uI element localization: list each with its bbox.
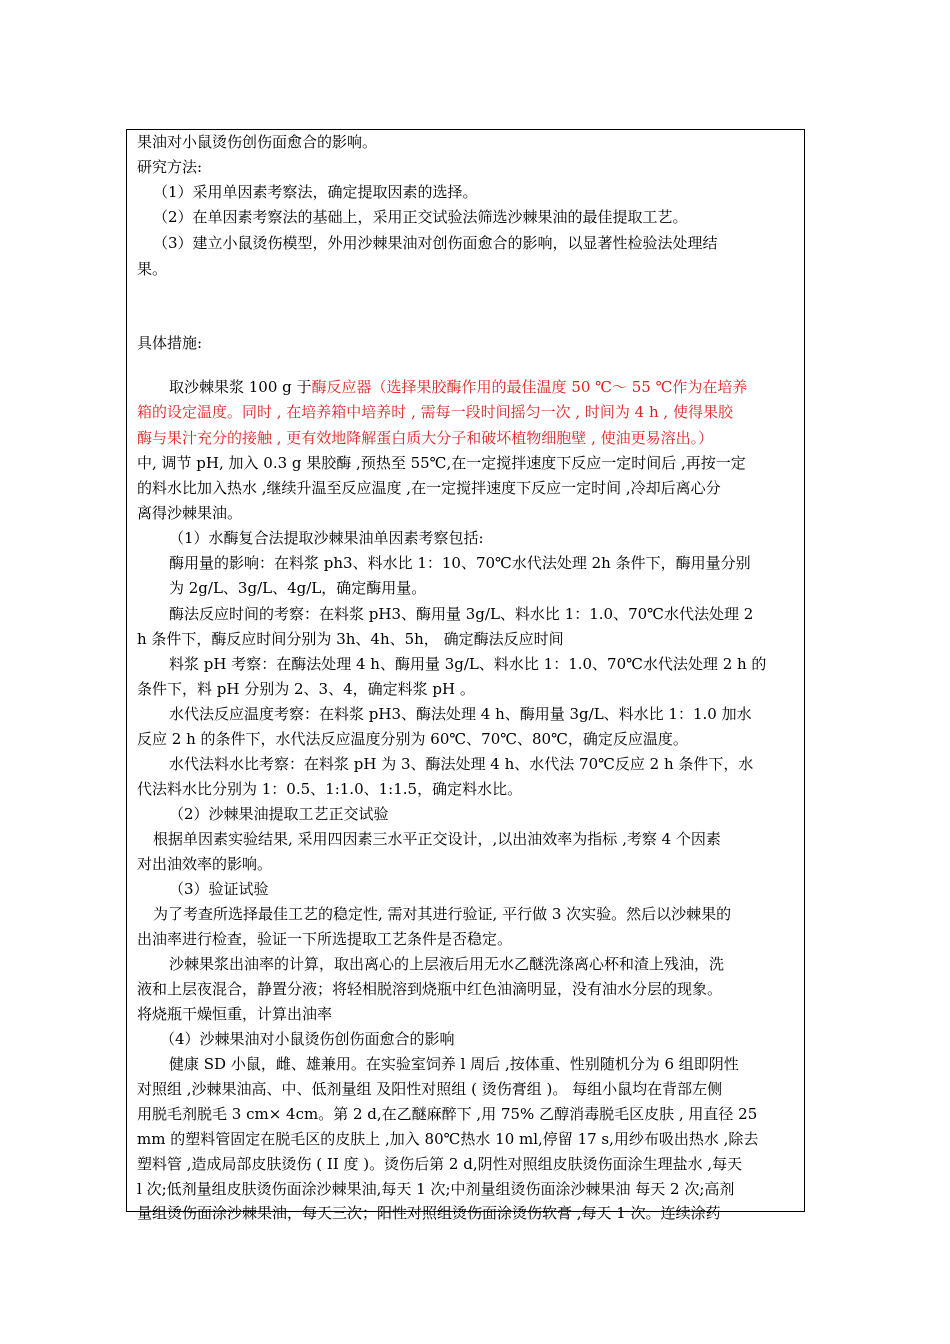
text-line: 为了考查所选择最佳工艺的稳定性, 需对其进行验证, 平行做 3 次实验。然后以沙棘果的 xyxy=(153,905,732,923)
text-line: 代法料水比分别为 1：0.5、1:1.0、1:1.5，确定料水比。 xyxy=(137,780,523,798)
highlighted-text-line: 箱的设定温度。同时 , 在培养箱中培养时 , 需每一段时间摇匀一次 , 时间为 4 h , 使得果胶 xyxy=(137,403,733,421)
text-line: 出油率进行检查，验证一下所选提取工艺条件是否稳定。 xyxy=(137,930,513,948)
section-heading-methods: 研究方法: xyxy=(137,158,203,176)
subsection-heading: （3）验证试验 xyxy=(169,880,269,898)
text-line: 条件下，料 pH 分别为 2、3、4，确定料浆 pH 。 xyxy=(137,680,475,698)
text-line: mm 的塑料管固定在脱毛区的皮肤上 ,加入 80℃热水 10 ml,停留 17 s,用纱布吸出热水 ,除去 xyxy=(137,1130,759,1148)
text-line: 水代法料水比考察：在料浆 pH 为 3、酶法处理 4 h、水代法 70℃反应 2 h 条件下，水 xyxy=(169,755,754,773)
text-line: l 次;低剂量组皮肤烫伤面涂沙棘果油,每天 1 次;中剂量组烫伤面涂沙棘果油 每天 2 次;高剂 xyxy=(137,1180,735,1198)
highlighted-text: 酶反应器（选择果胶酶作用的最佳温度 50 ℃～ 55 ℃作为在培养 xyxy=(311,378,748,396)
text-line: 为 2g/L、3g/L、4g/L，确定酶用量。 xyxy=(169,579,427,597)
text-line: 中, 调节 pH, 加入 0.3 g 果胶酶 ,预热至 55℃,在一定搅拌速度下反应一定时间后 ,再按一定 xyxy=(137,454,746,472)
text-line: 酶法反应时间的考察：在料浆 pH3、酶用量 3g/L、料水比 1：1.0、70℃水代法处理 2 xyxy=(169,605,754,623)
section-heading-measures: 具体措施: xyxy=(137,334,203,352)
text-line: 对照组 ,沙棘果油高、中、低剂量组 及阳性对照组 ( 烫伤膏组 )。 每组小鼠均在背部左侧 xyxy=(137,1080,723,1098)
text-line xyxy=(169,377,747,397)
text-line: 离得沙棘果油。 xyxy=(137,504,243,522)
text-segment: 取沙棘果浆 100 g 于 xyxy=(169,378,312,396)
text-line: 量组烫伤面涂沙棘果油，每天三次；阳性对照组烫伤面涂烫伤软膏 ,每天 1 次。连续涂药 xyxy=(137,1204,721,1222)
subsection-heading: （2）沙棘果油提取工艺正交试验 xyxy=(169,805,389,823)
text-line: 酶用量的影响：在料浆 ph3、料水比 1：10、70℃水代法处理 2h 条件下，酶用量分别 xyxy=(169,554,751,572)
subsection-heading: （1）水酶复合法提取沙棘果油单因素考察包括: xyxy=(169,529,484,547)
text-line: （3）建立小鼠烫伤模型，外用沙棘果油对创伤面愈合的影响，以显著性检验法处理结 xyxy=(153,234,718,252)
text-line: 料浆 pH 考察：在酶法处理 4 h、酶用量 3g/L、料水比 1：1.0、70℃水代法处理 2 h 的 xyxy=(169,655,767,673)
text-line: 液和上层夜混合，静置分液；将轻相脱溶到烧瓶中红色油滴明显，没有油水分层的现象。 xyxy=(137,980,723,998)
text-line: h 条件下，酶反应时间分别为 3h、4h、5h， 确定酶法反应时间 xyxy=(137,630,564,648)
text-line: 塑料管 ,造成局部皮肤烫伤 ( II 度 )。烫伤后第 2 d,阴性对照组皮肤烫伤面涂生理盐水 ,每天 xyxy=(137,1155,743,1173)
text-line: 果。 xyxy=(137,260,168,278)
text-line: 反应 2 h 的条件下，水代法反应温度分别为 60℃、70℃、80℃，确定反应温度。 xyxy=(137,730,688,748)
text-line: 沙棘果浆出油率的计算，取出离心的上层液后用无水乙醚洗涤离心杯和渣上残油，洗 xyxy=(169,955,725,973)
text-line: 对出油效率的影响。 xyxy=(137,855,273,873)
text-line: 根据单因素实验结果, 采用四因素三水平正交设计，,以出油效率为指标 ,考察 4 个因素 xyxy=(153,830,721,848)
text-line: 健康 SD 小鼠，雌、雄兼用。在实验室饲养 l 周后 ,按体重、性别随机分为 6 组即阴性 xyxy=(169,1055,739,1073)
subsection-heading: （4）沙棘果油对小鼠烫伤创伤面愈合的影响 xyxy=(160,1030,455,1048)
text-line: 水代法反应温度考察：在料浆 pH3、酶法处理 4 h、酶用量 3g/L、料水比 1：1.0 加水 xyxy=(169,705,752,723)
text-line: （2）在单因素考察法的基础上，采用正交试验法筛选沙棘果油的最佳提取工艺。 xyxy=(153,208,688,226)
text-line: 果油对小鼠烫伤创伤面愈合的影响。 xyxy=(137,133,378,151)
text-line: 用脱毛剂脱毛 3 cm× 4cm。第 2 d,在乙醚麻醉下 ,用 75% 乙醇消毒脱毛区皮肤 , 用直径 25 xyxy=(137,1105,758,1123)
text-line: 的料水比加入热水 ,继续升温至反应温度 ,在一定搅拌速度下反应一定时间 ,冷却后离心分 xyxy=(137,479,721,497)
text-line: 将烧瓶干燥恒重，计算出油率 xyxy=(137,1005,333,1023)
text-line: （1）采用单因素考察法，确定提取因素的选择。 xyxy=(153,183,478,201)
highlighted-text-line: 酶与果汁充分的接触 , 更有效地降解蛋白质大分子和破坏植物细胞壁 , 使油更易溶出。） xyxy=(137,429,714,447)
